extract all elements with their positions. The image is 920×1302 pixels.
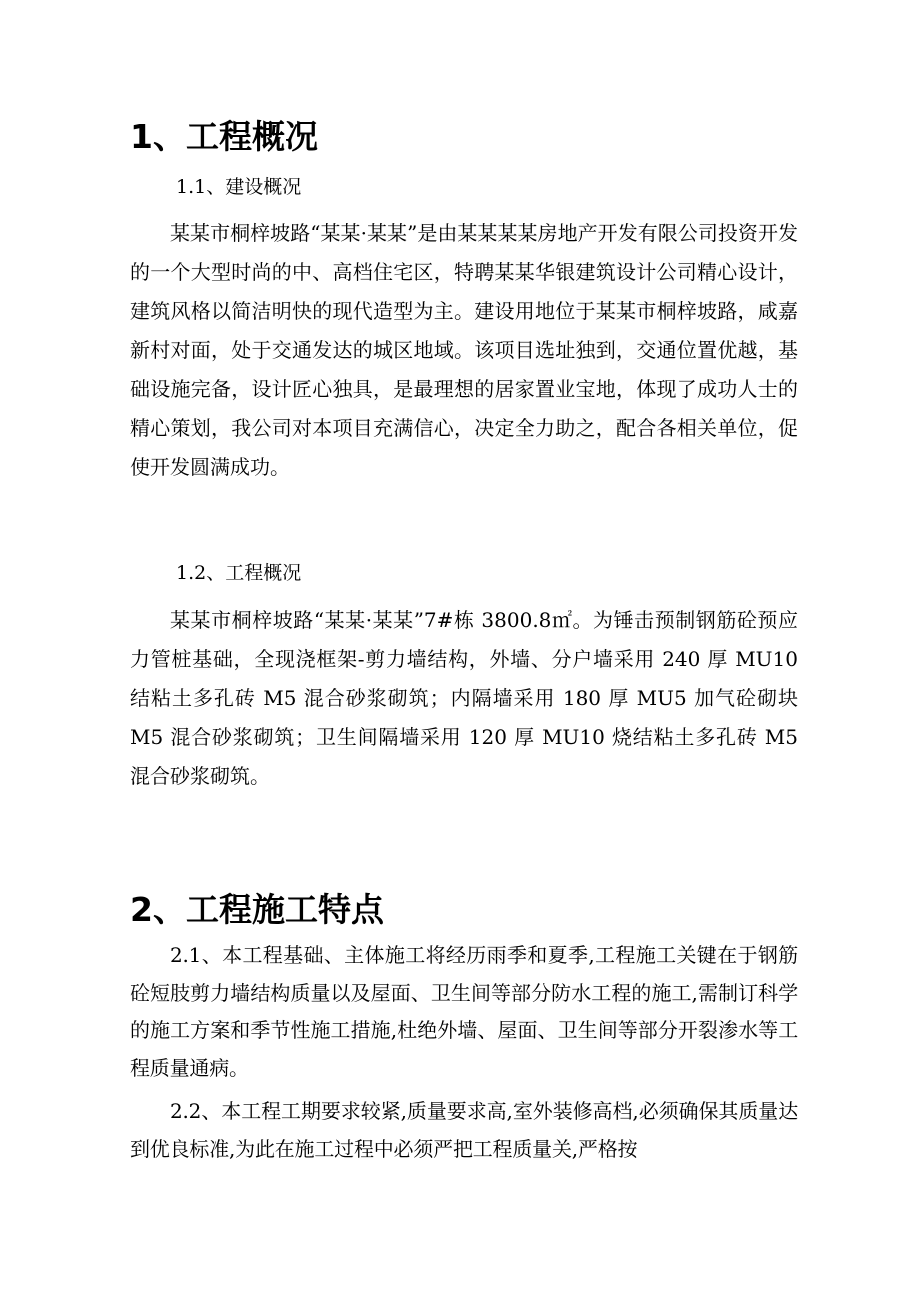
subsection-1-1-body: 某某市桐梓坡路“某某·某某”是由某某某某房地产开发有限公司投资开发的一个大型时尚的中、高档住宅区，特聘某某华银建筑设计公司精心设计，建筑风格以简洁明快的现代造型为主。建设用地位于某某市桐梓坡路，咸嘉新村对面，处于交通发达的城区地域。该项目选址独到，交通位置优越，基础设施完备，设计匠心独具，是最理想的居家置业宝地，体现了成功人士的精心策划，我公司对本项目充满信心，决定全力助之，配合各相关单位，促使开发圆满成功。 — [130, 221, 798, 479]
subsection-1-1-title: 1.1、建设概况 — [176, 176, 302, 198]
section-1-heading: 1、工程概况 — [130, 117, 318, 156]
section-2-heading: 2、工程施工特点 — [130, 890, 384, 929]
section-2-paragraph-2: 2.2、本工程工期要求较紧,质量要求高,室外装修高档,必须确保其质量达到优良标准,为此在施工过程中必须严把工程质量关,严格按 — [130, 1099, 798, 1161]
section-2-paragraph-1: 2.1、本工程基础、主体施工将经历雨季和夏季,工程施工关键在于钢筋砼短肢剪力墙结构质量以及屋面、卫生间等部分防水工程的施工,需制订科学的施工方案和季节性施工措施,杜绝外墙、屋面、卫生间等部分开裂渗水等工程质量通病。 — [130, 943, 798, 1080]
subsection-1-2-body: 某某市桐梓坡路“某某·某某”7#栋 3800.8㎡。为锤击预制钢筋砼预应力管桩基础，全现浇框架-剪力墙结构，外墙、分户墙采用 240 厚 MU10 结粘土多孔砖 M5 混合砂浆砌筑；内隔墙采用 180 厚 MU5 加气砼砌块 M5 混合砂浆砌筑；卫生间隔墙采用 120 厚 MU10 烧结粘土多孔砖 M5 混合砂浆砌筑。 — [130, 608, 798, 788]
subsection-1-2-title: 1.2、工程概况 — [176, 562, 302, 584]
